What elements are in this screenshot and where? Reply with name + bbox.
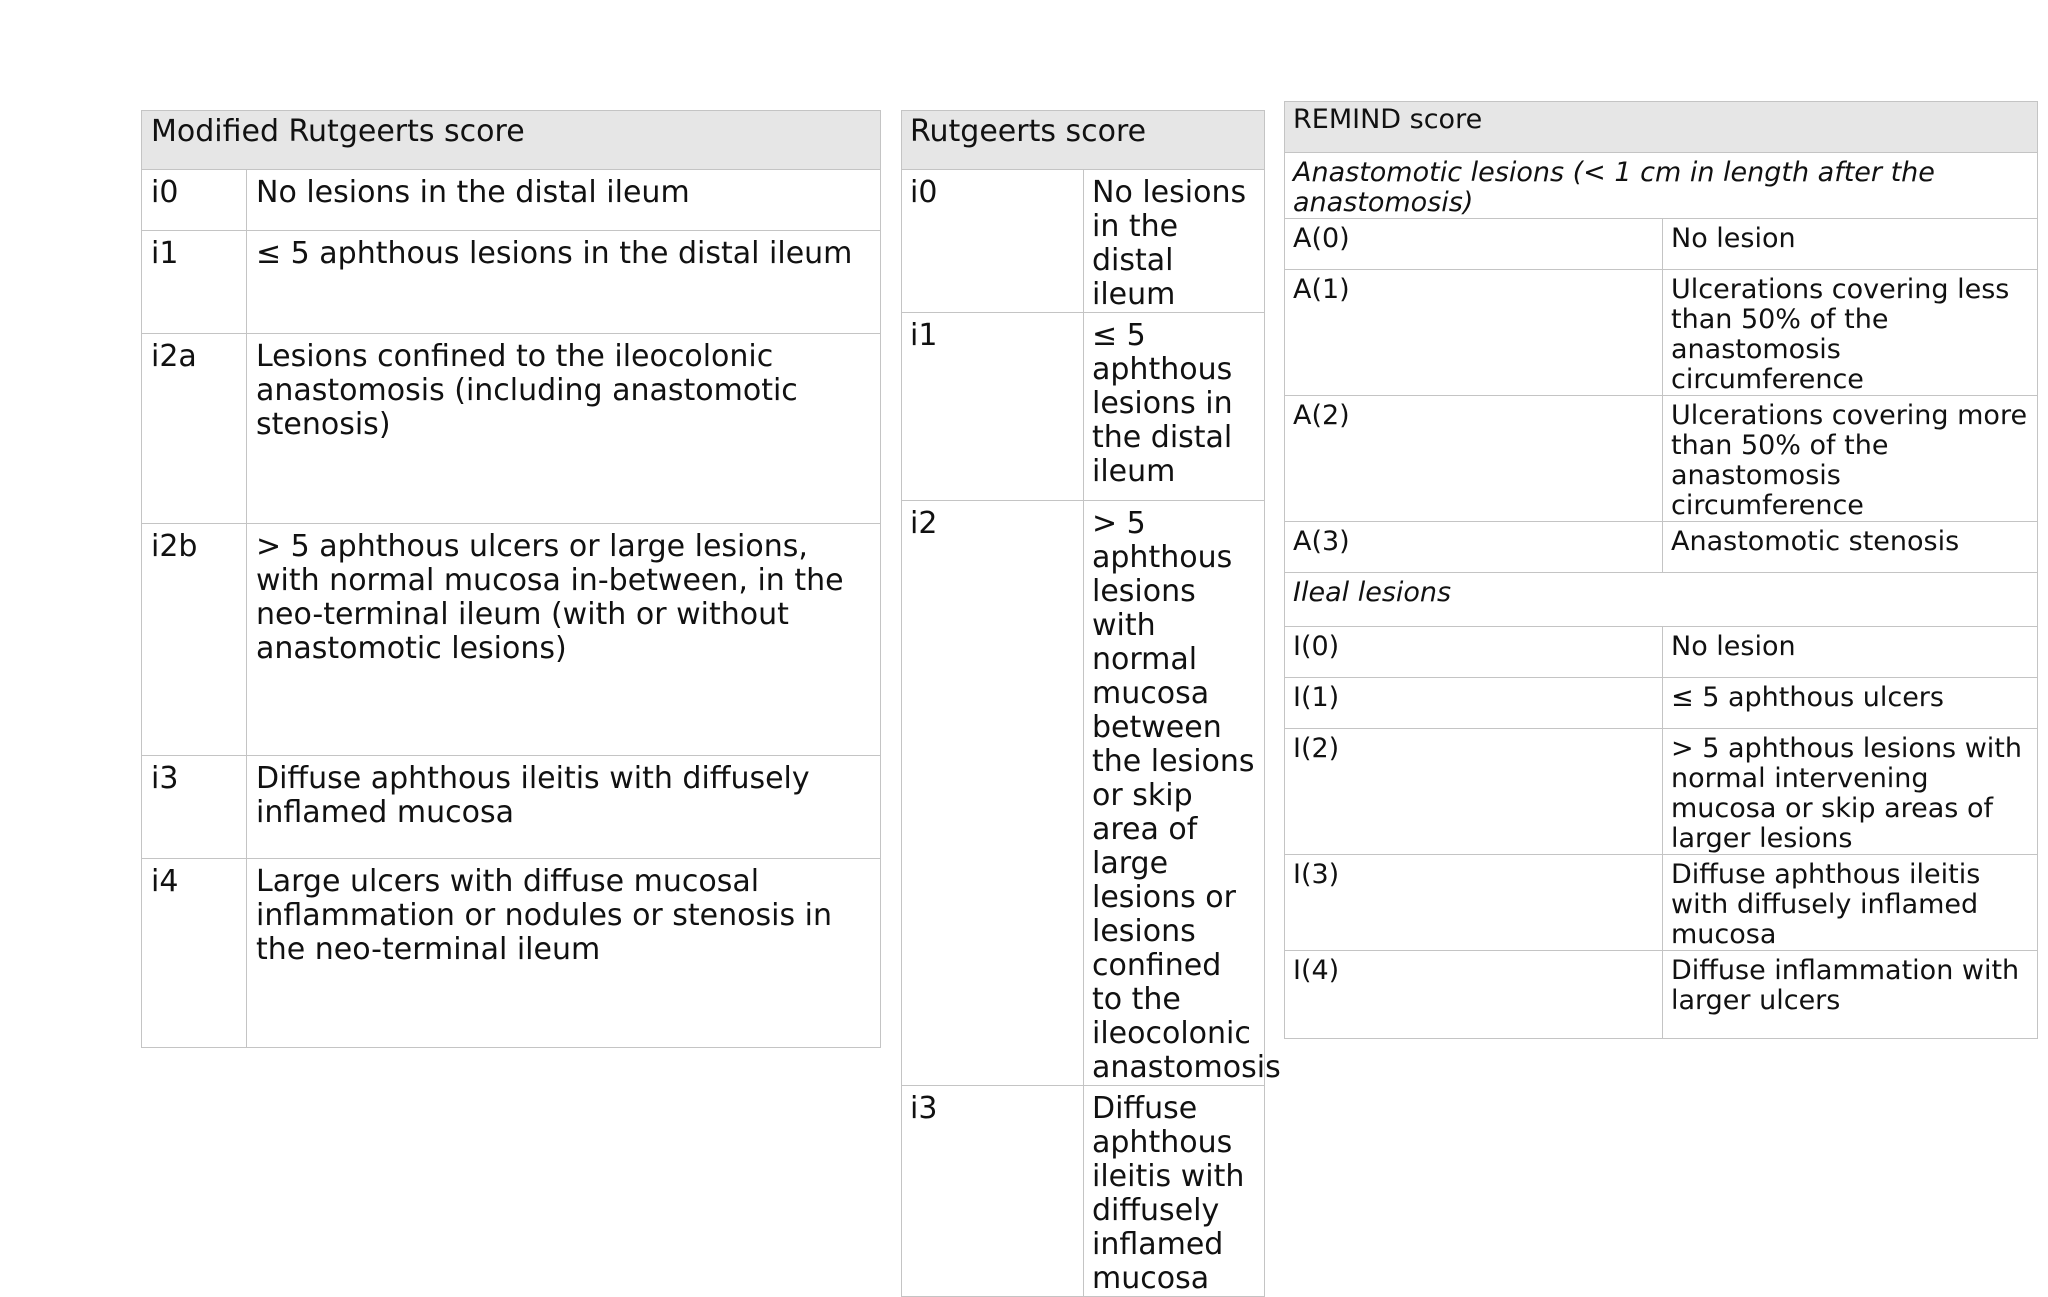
table-row <box>142 231 881 334</box>
table-row <box>1285 522 2038 573</box>
table-row <box>1285 729 2038 855</box>
score-description: ≤ 5 aphthous lesions in the distal ileum <box>247 231 881 334</box>
table-row <box>902 501 1265 1086</box>
score-description: Diffuse aphthous ileitis with diffusely inflamed mucosa <box>1663 855 2038 951</box>
score-code: I(1) <box>1285 678 1663 729</box>
table-row <box>142 524 881 756</box>
table-row <box>1285 951 2038 1039</box>
score-description: Diffuse aphthous ileitis with diffusely inflamed mucosa <box>1084 1086 1265 1297</box>
remind-title: REMIND score <box>1285 102 2038 153</box>
score-description: No lesion <box>1663 627 2038 678</box>
ileal-lesions-header: Ileal lesions <box>1285 573 2038 627</box>
score-code: i2a <box>142 334 247 524</box>
table-section-header <box>1285 153 2038 219</box>
table-row <box>1285 219 2038 270</box>
score-description: ≤ 5 aphthous ulcers <box>1663 678 2038 729</box>
score-code: I(0) <box>1285 627 1663 678</box>
score-code: I(4) <box>1285 951 1663 1039</box>
score-description: > 5 aphthous lesions with normal mucosa between the lesions or skip area of large lesions or lesions confined to the ileocolonic anastomosis <box>1084 501 1265 1086</box>
table-row <box>902 313 1265 501</box>
score-code: I(2) <box>1285 729 1663 855</box>
table-row <box>142 756 881 859</box>
score-code: A(3) <box>1285 522 1663 573</box>
score-code: I(3) <box>1285 855 1663 951</box>
score-code: i2b <box>142 524 247 756</box>
modified-rutgeerts-table <box>141 110 881 1048</box>
table-row <box>142 170 881 231</box>
score-description: Diffuse inflammation with larger ulcers <box>1663 951 2038 1039</box>
score-description: > 5 aphthous ulcers or large lesions, with normal mucosa in-between, in the neo-terminal ileum (with or without anastomotic lesions) <box>247 524 881 756</box>
score-description: Diffuse aphthous ileitis with diffusely inflamed mucosa <box>247 756 881 859</box>
table-row <box>1285 678 2038 729</box>
score-description: > 5 aphthous lesions with normal intervening mucosa or skip areas of larger lesions <box>1663 729 2038 855</box>
rutgeerts-title: Rutgeerts score <box>902 111 1265 170</box>
score-description: Ulcerations covering less than 50% of the anastomosis circumference <box>1663 270 2038 396</box>
score-description: Large ulcers with diffuse mucosal inflammation or nodules or stenosis in the neo-terminal ileum <box>247 859 881 1048</box>
score-code: i1 <box>142 231 247 334</box>
anastomotic-lesions-header: Anastomotic lesions (< 1 cm in length after the anastomosis) <box>1285 153 2038 219</box>
modified-rutgeerts-title: Modified Rutgeerts score <box>142 111 881 170</box>
score-code: A(0) <box>1285 219 1663 270</box>
score-description: Anastomotic stenosis <box>1663 522 2038 573</box>
table-row <box>902 170 1265 313</box>
table-row <box>1285 270 2038 396</box>
score-code: i0 <box>902 170 1084 313</box>
table-row <box>142 334 881 524</box>
score-description: ≤ 5 aphthous lesions in the distal ileum <box>1084 313 1265 501</box>
table-section-header <box>1285 573 2038 627</box>
score-code: i1 <box>902 313 1084 501</box>
remind-table <box>1284 101 2038 1039</box>
score-code: i4 <box>142 859 247 1048</box>
score-code: A(2) <box>1285 396 1663 522</box>
score-code: i3 <box>902 1086 1084 1297</box>
rutgeerts-table <box>901 110 1281 1297</box>
table-row <box>1285 855 2038 951</box>
score-code: i2 <box>902 501 1084 1086</box>
table-row <box>1285 396 2038 522</box>
score-description: No lesion <box>1663 219 2038 270</box>
score-description: Ulcerations covering more than 50% of the anastomosis circumference <box>1663 396 2038 522</box>
score-code: A(1) <box>1285 270 1663 396</box>
table-row <box>142 859 881 1048</box>
table-row <box>902 1086 1265 1297</box>
score-code: i3 <box>142 756 247 859</box>
table-row <box>1285 627 2038 678</box>
score-description: No lesions in the distal ileum <box>247 170 881 231</box>
score-description: No lesions in the distal ileum <box>1084 170 1265 313</box>
score-description: Lesions confined to the ileocolonic anastomosis (including anastomotic stenosis) <box>247 334 881 524</box>
score-code: i0 <box>142 170 247 231</box>
